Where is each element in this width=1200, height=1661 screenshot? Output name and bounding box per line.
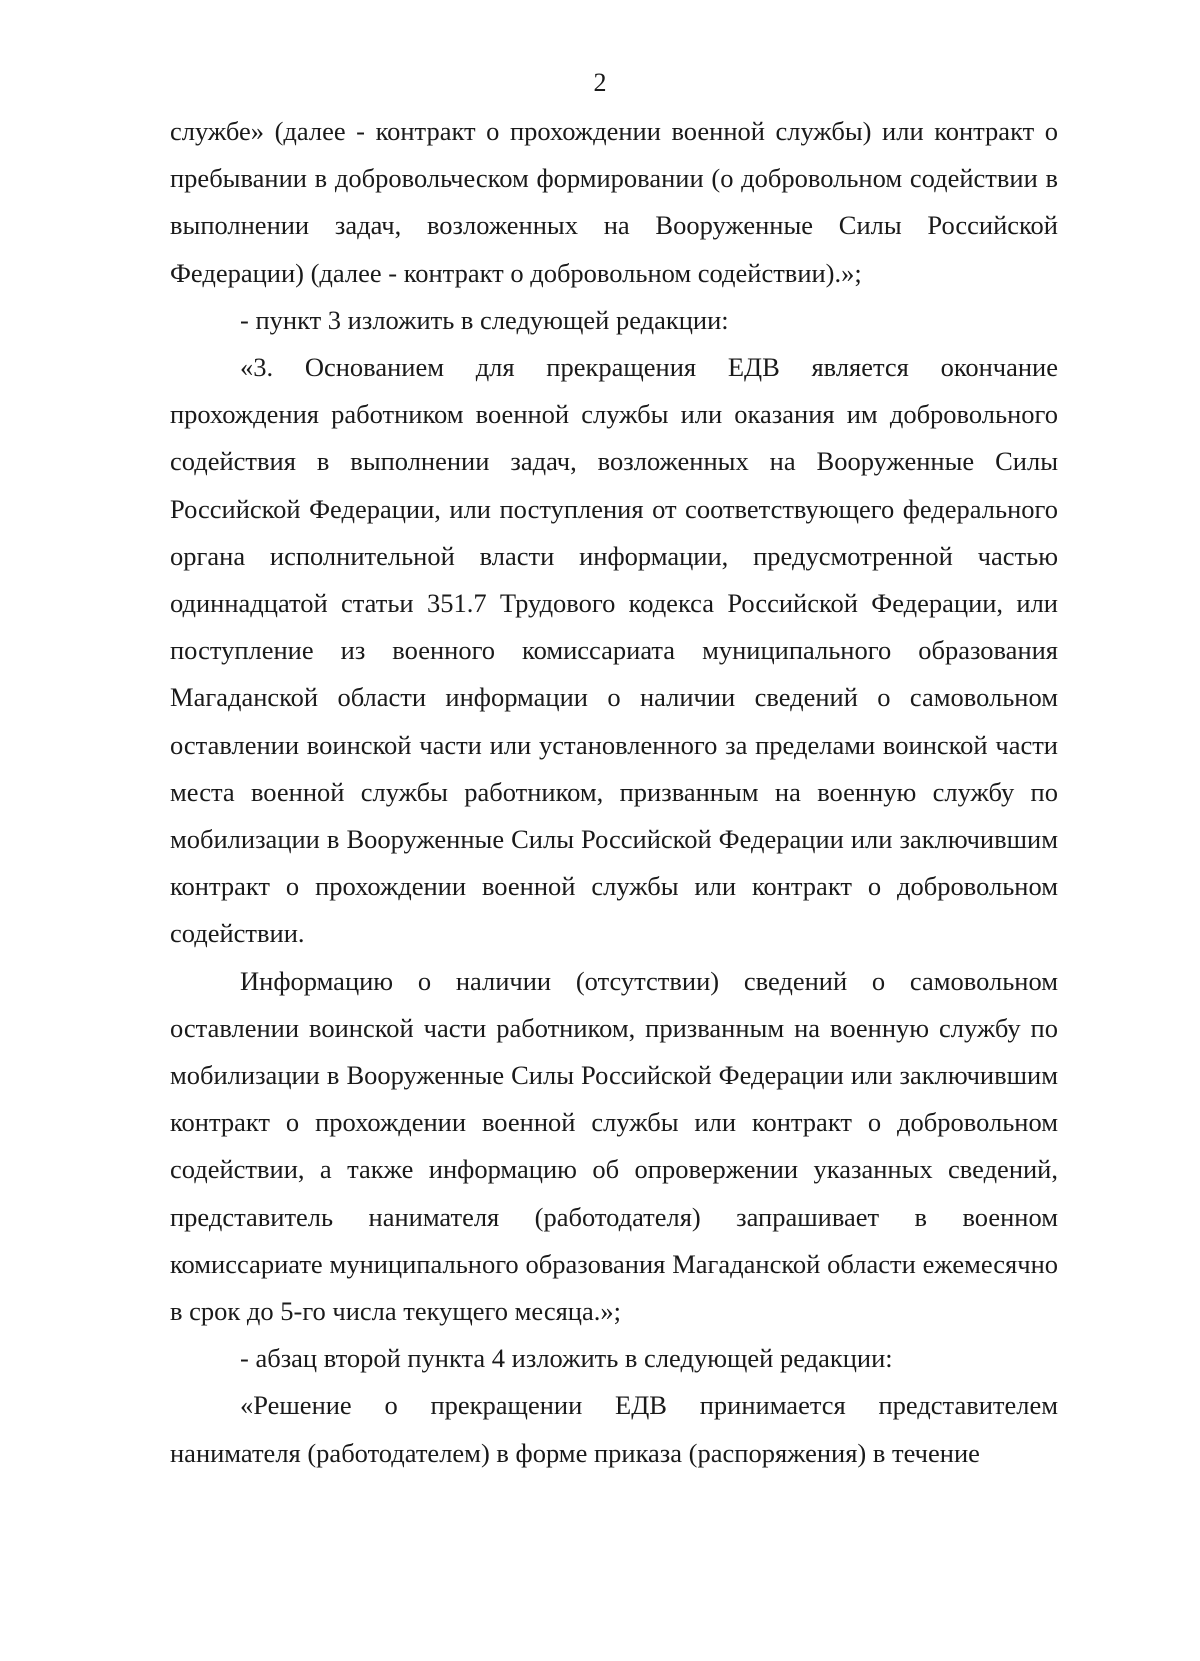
paragraph-item-3-intro: - пункт 3 изложить в следующей редакции: xyxy=(240,304,729,335)
paragraph-information-request: Информацию о наличии (отсутствии) сведений о самовольном оставлении воинской части работником, призванным на военную службу по мобилизации в Вооруженные Силы Российской Федерации или заключившим контракт о прохождении военной службы или контракт о добровольном содействии, а также информацию об опровержении указанных сведений, представитель нанимателя (работодателя) запрашивает в военном комиссариате муниципального образования Магаданской области ежемесячно в срок до 5-го числа текущего месяца.»; xyxy=(170,965,1058,1327)
paragraph-item-4-intro: - абзац второй пункта 4 изложить в следующей редакции: xyxy=(240,1343,893,1374)
paragraph-item-3-text: «3. Основанием для прекращения ЕДВ является окончание прохождения работником военной службы или оказания им добровольного содействия в выполнении задач, возложенных на Вооруженные Силы Российской Федерации, или поступления от соответствующего федерального органа исполнительной власти информации, предусмотренной частью одиннадцатой статьи 351.7 Трудового кодекса Российской Федерации, или поступление из военного комиссариата муниципального образования Магаданской области информации о наличии сведений о самовольном оставлении воинской части или установленного за пределами воинской части места военной службы работником, призванным на военную службу по мобилизации в Вооруженные Силы Российской Федерации или заключившим контракт о прохождении военной службы или контракт о добровольном содействии. xyxy=(170,352,1058,949)
paragraph-item-4-text: «Решение о прекращении ЕДВ принимается представителем нанимателя (работодателем) в форме приказа (распоряжения) в течение xyxy=(170,1390,1058,1468)
paragraph-contract-continuation: службе» (далее - контракт о прохождении военной службы) или контракт о пребывании в добровольческом формировании (о добровольном содействии в выполнении задач, возложенных на Вооруженные Силы Российской Федерации) (далее - контракт о добровольном содействии).»; xyxy=(170,116,1058,288)
page-number: 2 xyxy=(593,68,607,97)
document-body xyxy=(170,108,1058,1477)
